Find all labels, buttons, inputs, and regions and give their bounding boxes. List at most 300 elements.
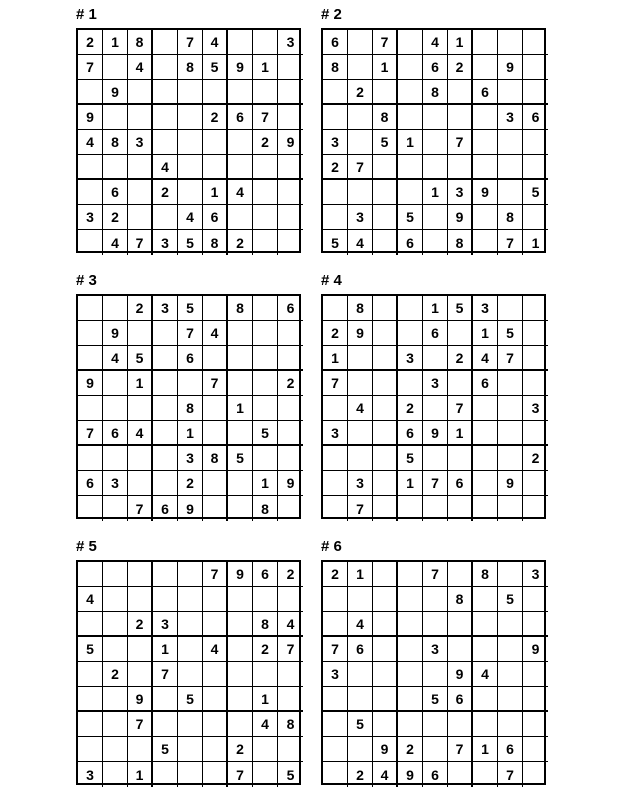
sudoku-cell — [178, 737, 203, 762]
sudoku-cell — [78, 230, 103, 255]
sudoku-cell: 6 — [78, 471, 103, 496]
sudoku-grid — [76, 294, 301, 519]
sudoku-cell — [228, 421, 253, 446]
sudoku-cell: 3 — [78, 762, 103, 787]
sudoku-cell — [228, 346, 253, 371]
sudoku-cell — [473, 421, 498, 446]
sudoku-cell: 6 — [523, 105, 548, 130]
sudoku-cell — [78, 155, 103, 180]
sudoku-cell — [473, 587, 498, 612]
sudoku-cell: 1 — [253, 55, 278, 80]
sudoku-cell — [78, 321, 103, 346]
sudoku-cell — [103, 446, 128, 471]
sudoku-cell — [253, 296, 278, 321]
sudoku-cell — [203, 155, 228, 180]
puzzle-title: # 1 — [76, 6, 97, 23]
sudoku-cell — [278, 155, 303, 180]
sudoku-cell: 2 — [253, 637, 278, 662]
sudoku-cell — [78, 662, 103, 687]
sudoku-cell: 7 — [498, 346, 523, 371]
sudoku-cell — [253, 30, 278, 55]
sudoku-cell: 4 — [348, 612, 373, 637]
sudoku-cell: 2 — [103, 662, 128, 687]
sudoku-cell — [323, 737, 348, 762]
sudoku-cell — [78, 346, 103, 371]
sudoku-cell — [398, 562, 423, 587]
sudoku-cell: 1 — [153, 637, 178, 662]
sudoku-cell — [278, 80, 303, 105]
sudoku-cell — [228, 80, 253, 105]
sudoku-cell — [498, 637, 523, 662]
sudoku-cell: 1 — [398, 471, 423, 496]
sudoku-cell — [323, 205, 348, 230]
sudoku-cell — [253, 230, 278, 255]
sudoku-cell: 7 — [78, 421, 103, 446]
sudoku-cell — [103, 687, 128, 712]
sudoku-cell — [473, 205, 498, 230]
sudoku-cell — [398, 687, 423, 712]
sudoku-cell — [373, 637, 398, 662]
sudoku-cell — [103, 496, 128, 521]
sudoku-cell — [448, 712, 473, 737]
sudoku-cell — [423, 230, 448, 255]
sudoku-cell — [323, 496, 348, 521]
sudoku-cell — [373, 296, 398, 321]
sudoku-cell: 3 — [498, 105, 523, 130]
sudoku-cell: 3 — [323, 421, 348, 446]
sudoku-cell: 9 — [278, 471, 303, 496]
sudoku-cell — [373, 396, 398, 421]
sudoku-grid — [76, 28, 301, 253]
sudoku-cell — [178, 612, 203, 637]
sudoku-cell — [128, 446, 153, 471]
sudoku-cell — [373, 80, 398, 105]
sudoku-cell: 1 — [448, 30, 473, 55]
sudoku-cell: 5 — [523, 180, 548, 205]
sudoku-cell — [398, 712, 423, 737]
sudoku-cell — [103, 737, 128, 762]
sudoku-cell — [153, 446, 178, 471]
sudoku-cell — [423, 662, 448, 687]
sudoku-cell: 2 — [398, 737, 423, 762]
sudoku-cell — [153, 762, 178, 787]
sudoku-cell — [523, 762, 548, 787]
sudoku-cell — [398, 496, 423, 521]
sudoku-cell — [348, 180, 373, 205]
sudoku-cell — [398, 587, 423, 612]
sudoku-cell — [473, 446, 498, 471]
sudoku-cell — [448, 446, 473, 471]
sudoku-cell: 4 — [178, 205, 203, 230]
sudoku-cell — [153, 130, 178, 155]
sudoku-cell: 9 — [523, 637, 548, 662]
sudoku-cell — [448, 637, 473, 662]
sudoku-cell: 2 — [228, 230, 253, 255]
sudoku-cell — [178, 180, 203, 205]
sudoku-cell — [423, 737, 448, 762]
sudoku-cell: 3 — [423, 371, 448, 396]
sudoku-cell: 3 — [153, 230, 178, 255]
sudoku-cell — [373, 471, 398, 496]
sudoku-cell — [178, 587, 203, 612]
sudoku-cell: 5 — [398, 446, 423, 471]
sudoku-cell — [398, 662, 423, 687]
sudoku-cell — [228, 496, 253, 521]
sudoku-cell: 8 — [203, 230, 228, 255]
sudoku-cell — [423, 496, 448, 521]
sudoku-cell — [373, 496, 398, 521]
sudoku-cell — [278, 105, 303, 130]
sudoku-cell — [523, 687, 548, 712]
sudoku-cell — [498, 180, 523, 205]
sudoku-cell — [278, 662, 303, 687]
sudoku-cell: 7 — [278, 637, 303, 662]
sudoku-cell: 4 — [78, 130, 103, 155]
sudoku-cell — [323, 296, 348, 321]
sudoku-cell: 1 — [473, 321, 498, 346]
sudoku-cell — [523, 346, 548, 371]
sudoku-cell: 1 — [323, 346, 348, 371]
sudoku-cell: 5 — [498, 587, 523, 612]
sudoku-cell — [473, 471, 498, 496]
sudoku-cell — [448, 80, 473, 105]
sudoku-cell: 6 — [423, 321, 448, 346]
sudoku-cell: 8 — [498, 205, 523, 230]
sudoku-cell: 9 — [178, 496, 203, 521]
sudoku-cell — [348, 130, 373, 155]
sudoku-cell — [153, 321, 178, 346]
sudoku-cell: 5 — [373, 130, 398, 155]
sudoku-cell: 6 — [448, 687, 473, 712]
sudoku-cell — [253, 587, 278, 612]
sudoku-cell — [348, 687, 373, 712]
sudoku-cell — [323, 687, 348, 712]
sudoku-cell — [473, 105, 498, 130]
sudoku-cell — [423, 105, 448, 130]
sudoku-cell — [398, 296, 423, 321]
sudoku-cell: 4 — [423, 30, 448, 55]
sudoku-cell: 5 — [178, 296, 203, 321]
sudoku-cell — [178, 371, 203, 396]
sudoku-cell — [178, 712, 203, 737]
sudoku-cell — [498, 130, 523, 155]
sudoku-cell — [203, 130, 228, 155]
sudoku-cell: 8 — [203, 446, 228, 471]
sudoku-cell — [398, 155, 423, 180]
sudoku-cell — [103, 396, 128, 421]
sudoku-cell — [253, 346, 278, 371]
sudoku-cell: 2 — [128, 296, 153, 321]
sudoku-cell — [373, 321, 398, 346]
sudoku-cell — [253, 396, 278, 421]
sudoku-cell — [78, 396, 103, 421]
sudoku-cell: 5 — [203, 55, 228, 80]
sudoku-cell: 3 — [78, 205, 103, 230]
sudoku-cell: 2 — [78, 30, 103, 55]
sudoku-cell — [398, 637, 423, 662]
sudoku-cell: 1 — [423, 296, 448, 321]
sudoku-cell: 4 — [228, 180, 253, 205]
sudoku-cell — [348, 371, 373, 396]
sudoku-cell: 9 — [448, 205, 473, 230]
sudoku-cell: 2 — [253, 130, 278, 155]
sudoku-cell: 7 — [448, 130, 473, 155]
sudoku-cell — [278, 205, 303, 230]
sudoku-cell — [228, 687, 253, 712]
sudoku-cell: 3 — [323, 130, 348, 155]
sudoku-cell — [498, 496, 523, 521]
sudoku-cell — [348, 30, 373, 55]
sudoku-cell — [103, 587, 128, 612]
sudoku-cell — [178, 105, 203, 130]
sudoku-cell: 5 — [78, 637, 103, 662]
sudoku-cell — [448, 155, 473, 180]
sudoku-cell — [178, 562, 203, 587]
sudoku-cell — [128, 321, 153, 346]
sudoku-cell — [373, 180, 398, 205]
sudoku-cell — [448, 496, 473, 521]
sudoku-cell — [498, 712, 523, 737]
sudoku-cell — [278, 346, 303, 371]
sudoku-cell: 7 — [423, 562, 448, 587]
sudoku-cell — [153, 687, 178, 712]
sudoku-cell: 6 — [178, 346, 203, 371]
sudoku-cell — [78, 712, 103, 737]
sudoku-cell — [473, 687, 498, 712]
sudoku-cell: 4 — [348, 396, 373, 421]
puzzle-title: # 5 — [76, 538, 97, 555]
sudoku-cell: 6 — [398, 421, 423, 446]
sudoku-cell — [228, 662, 253, 687]
sudoku-cell — [78, 496, 103, 521]
sudoku-cell: 2 — [348, 762, 373, 787]
sudoku-cell — [448, 105, 473, 130]
sudoku-cell — [373, 371, 398, 396]
sudoku-cell: 7 — [203, 562, 228, 587]
sudoku-cell — [423, 587, 448, 612]
sudoku-cell — [473, 712, 498, 737]
sudoku-cell: 3 — [278, 30, 303, 55]
sudoku-cell — [323, 762, 348, 787]
sudoku-cell: 2 — [348, 80, 373, 105]
sudoku-cell — [278, 421, 303, 446]
sudoku-cell — [103, 562, 128, 587]
sudoku-cell — [373, 712, 398, 737]
sudoku-cell — [203, 471, 228, 496]
sudoku-cell: 2 — [203, 105, 228, 130]
sudoku-cell — [78, 612, 103, 637]
sudoku-cell: 4 — [128, 55, 153, 80]
sudoku-cell: 9 — [398, 762, 423, 787]
sudoku-cell — [398, 55, 423, 80]
sudoku-grid — [321, 560, 546, 785]
sudoku-cell — [498, 687, 523, 712]
sudoku-cell — [523, 587, 548, 612]
sudoku-cell — [153, 80, 178, 105]
sudoku-cell — [203, 496, 228, 521]
sudoku-cell — [348, 421, 373, 446]
sudoku-cell — [203, 421, 228, 446]
sudoku-cell: 7 — [448, 396, 473, 421]
sudoku-cell — [228, 712, 253, 737]
sudoku-cell: 9 — [103, 321, 128, 346]
sudoku-cell — [153, 421, 178, 446]
sudoku-cell — [398, 30, 423, 55]
sudoku-cell: 8 — [473, 562, 498, 587]
sudoku-cell: 7 — [128, 230, 153, 255]
sudoku-cell — [103, 105, 128, 130]
sudoku-cell: 4 — [203, 637, 228, 662]
sudoku-cell: 4 — [373, 762, 398, 787]
sudoku-cell — [128, 562, 153, 587]
sudoku-cell — [523, 662, 548, 687]
sudoku-cell — [78, 562, 103, 587]
sudoku-cell: 3 — [398, 346, 423, 371]
sudoku-cell: 4 — [348, 230, 373, 255]
sudoku-cell: 9 — [373, 737, 398, 762]
sudoku-cell: 6 — [253, 562, 278, 587]
sudoku-cell — [498, 371, 523, 396]
sudoku-cell — [253, 80, 278, 105]
sudoku-cell: 1 — [203, 180, 228, 205]
sudoku-cell — [228, 612, 253, 637]
sudoku-cell: 5 — [323, 230, 348, 255]
sudoku-cell: 3 — [323, 662, 348, 687]
sudoku-cell: 2 — [323, 321, 348, 346]
sudoku-cell: 7 — [203, 371, 228, 396]
sudoku-cell: 7 — [253, 105, 278, 130]
sudoku-cell — [128, 180, 153, 205]
sudoku-cell: 6 — [228, 105, 253, 130]
sudoku-cell: 5 — [228, 446, 253, 471]
sudoku-cell — [473, 55, 498, 80]
sudoku-cell — [423, 130, 448, 155]
sudoku-cell: 2 — [448, 346, 473, 371]
sudoku-cell — [278, 180, 303, 205]
sudoku-cell: 5 — [286, 766, 295, 783]
sudoku-cell — [103, 612, 128, 637]
sudoku-cell: 5 — [448, 296, 473, 321]
sudoku-cell — [203, 612, 228, 637]
sudoku-cell — [323, 712, 348, 737]
sudoku-cell: 6 — [103, 180, 128, 205]
sudoku-cell: 3 — [423, 637, 448, 662]
sudoku-cell — [228, 471, 253, 496]
sudoku-cell — [398, 180, 423, 205]
puzzle-title: # 6 — [321, 538, 342, 555]
sudoku-grid — [76, 560, 301, 785]
sudoku-cell — [128, 737, 153, 762]
sudoku-cell — [153, 55, 178, 80]
sudoku-cell — [498, 421, 523, 446]
sudoku-cell: 7 — [348, 496, 373, 521]
sudoku-cell: 3 — [348, 205, 373, 230]
sudoku-cell — [498, 612, 523, 637]
sudoku-cell — [128, 155, 153, 180]
sudoku-cell — [523, 471, 548, 496]
sudoku-cell — [373, 346, 398, 371]
sudoku-cell — [498, 562, 523, 587]
sudoku-cell — [323, 105, 348, 130]
sudoku-cell: 9 — [498, 471, 523, 496]
sudoku-cell — [348, 346, 373, 371]
sudoku-cell — [278, 737, 303, 762]
sudoku-cell — [373, 421, 398, 446]
sudoku-cell: 8 — [373, 105, 398, 130]
sudoku-cell: 2 — [278, 371, 303, 396]
sudoku-cell: 6 — [473, 80, 498, 105]
sudoku-cell — [348, 446, 373, 471]
sudoku-cell — [203, 396, 228, 421]
sudoku-cell: 6 — [398, 230, 423, 255]
sudoku-cell: 3 — [153, 296, 178, 321]
sudoku-cell — [523, 421, 548, 446]
sudoku-cell — [448, 762, 473, 787]
sudoku-cell: 8 — [178, 55, 203, 80]
sudoku-cell — [78, 296, 103, 321]
sudoku-cell — [178, 130, 203, 155]
sudoku-cell — [473, 30, 498, 55]
sudoku-cell — [203, 762, 228, 787]
sudoku-cell: 2 — [448, 55, 473, 80]
sudoku-cell — [128, 105, 153, 130]
sudoku-cell — [128, 587, 153, 612]
sudoku-cell — [228, 155, 253, 180]
sudoku-cell — [78, 737, 103, 762]
sudoku-grid — [321, 294, 546, 519]
sudoku-cell — [523, 496, 548, 521]
sudoku-cell — [373, 562, 398, 587]
sudoku-cell — [398, 105, 423, 130]
sudoku-cell — [203, 662, 228, 687]
sudoku-cell — [253, 205, 278, 230]
sudoku-cell — [523, 55, 548, 80]
sudoku-cell: 1 — [228, 396, 253, 421]
sudoku-cell — [103, 155, 128, 180]
sudoku-cell: 7 — [498, 230, 523, 255]
sudoku-cell — [423, 396, 448, 421]
sudoku-cell: 9 — [103, 80, 128, 105]
sudoku-cell: 7 — [78, 55, 103, 80]
sudoku-cell — [373, 230, 398, 255]
sudoku-cell — [278, 396, 303, 421]
sudoku-cell: 9 — [228, 55, 253, 80]
sudoku-cell: 7 — [128, 712, 153, 737]
sudoku-cell: 1 — [103, 30, 128, 55]
sudoku-cell — [153, 371, 178, 396]
sudoku-cell — [373, 587, 398, 612]
sudoku-cell: 4 — [473, 662, 498, 687]
sudoku-cell: 3 — [103, 471, 128, 496]
puzzle-title: # 2 — [321, 6, 342, 23]
sudoku-cell — [473, 230, 498, 255]
sudoku-cell — [228, 321, 253, 346]
sudoku-grid — [321, 28, 546, 253]
sudoku-cell — [253, 371, 278, 396]
sudoku-cell — [423, 205, 448, 230]
sudoku-cell: 6 — [103, 421, 128, 446]
sudoku-cell — [203, 346, 228, 371]
sudoku-cell — [128, 471, 153, 496]
sudoku-cell — [523, 737, 548, 762]
sudoku-cell — [203, 587, 228, 612]
sudoku-cell — [153, 346, 178, 371]
sudoku-cell — [473, 612, 498, 637]
sudoku-cell: 2 — [153, 180, 178, 205]
sudoku-cell — [523, 296, 548, 321]
sudoku-cell — [373, 612, 398, 637]
sudoku-cell: 8 — [323, 55, 348, 80]
